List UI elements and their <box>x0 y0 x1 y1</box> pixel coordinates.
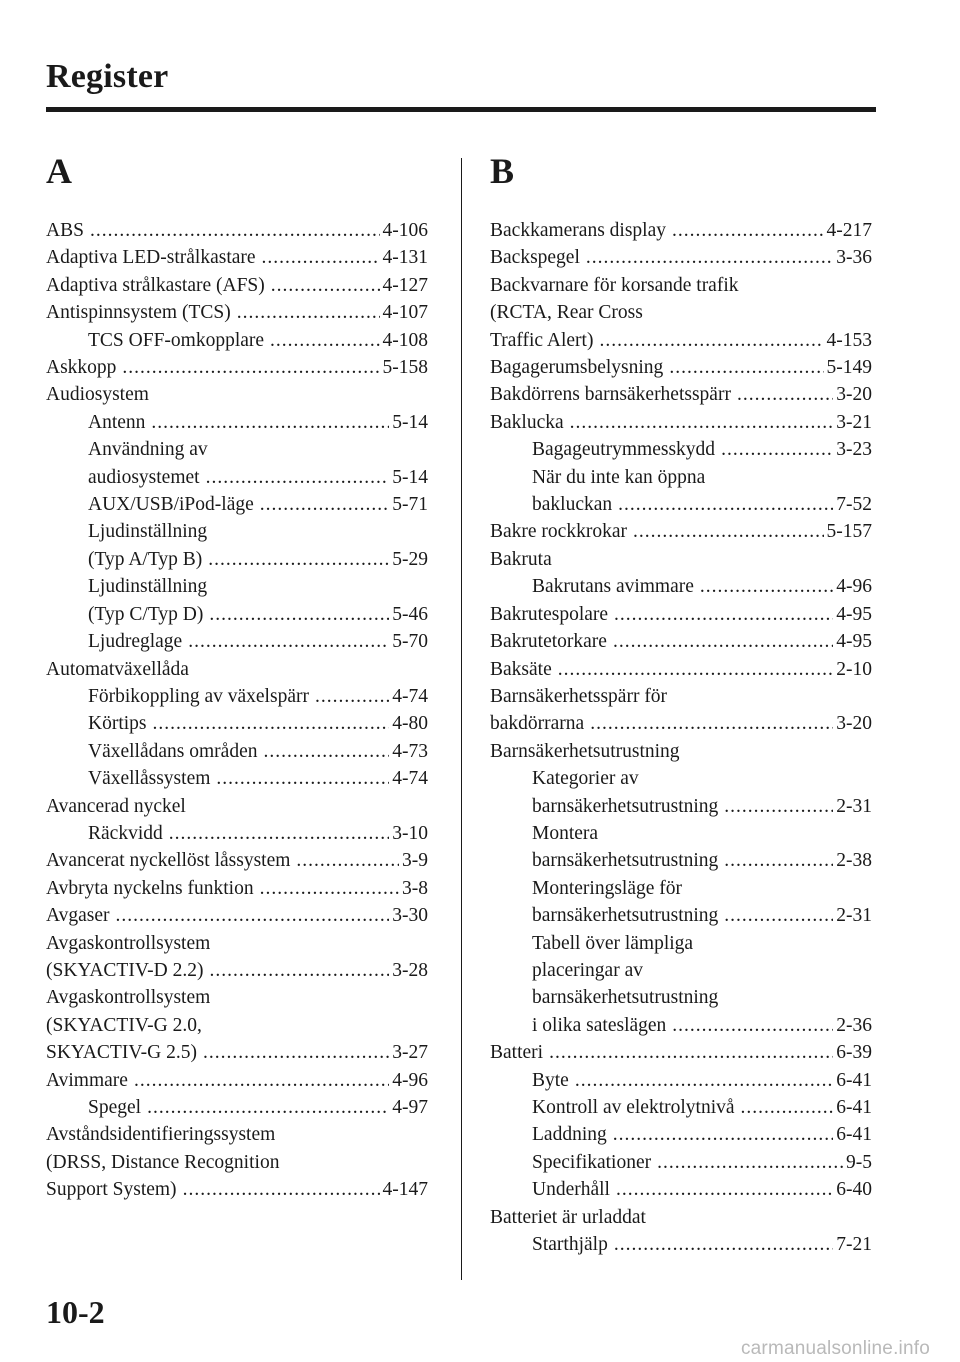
index-entry-label: (SKYACTIV-G 2.0, <box>46 1014 202 1036</box>
dot-leader <box>203 1039 389 1066</box>
dot-leader <box>188 628 389 655</box>
dot-leader <box>263 738 389 765</box>
index-entry-label: Backkamerans display <box>490 220 666 241</box>
dot-leader <box>724 847 833 874</box>
dot-leader <box>122 354 379 381</box>
index-entry-label: Tabell över lämpliga <box>532 932 694 954</box>
index-entry-page: 3-21 <box>836 411 872 433</box>
index-entry-page: 3-36 <box>836 247 872 269</box>
dot-leader <box>169 820 390 847</box>
index-entry-page: 9-5 <box>846 1151 872 1173</box>
index-entry <box>490 573 872 600</box>
index-entry <box>46 464 428 491</box>
index-entry <box>490 1204 872 1231</box>
index-entry <box>490 1231 872 1258</box>
index-entry-label: (Typ A/Typ B) <box>88 548 203 570</box>
index-column-a <box>46 217 428 1204</box>
index-entry-page: 6-40 <box>836 1179 872 1201</box>
index-entry <box>46 601 428 628</box>
index-entry <box>490 244 872 271</box>
index-entry-label: (SKYACTIV-D 2.2) <box>46 959 204 981</box>
index-entry <box>490 299 872 326</box>
index-entry <box>490 1149 872 1176</box>
index-entry <box>490 875 872 902</box>
index-entry-label: Batteri <box>490 1042 544 1064</box>
index-entry-label: Audiosystem <box>46 384 149 406</box>
index-entry <box>46 327 428 354</box>
index-entry-page: 4-153 <box>826 329 872 351</box>
index-entry-label: (RCTA, Rear Cross <box>490 302 643 324</box>
index-entry-page: 5-158 <box>382 357 428 379</box>
index-entry <box>46 847 428 874</box>
index-column-b <box>490 217 872 1258</box>
index-entry <box>46 930 428 957</box>
index-entry <box>490 354 872 381</box>
dot-leader <box>614 1231 833 1258</box>
index-entry-page: 6-41 <box>836 1069 872 1091</box>
dot-leader <box>216 765 389 792</box>
index-entry-label: Barnsäkerhetsutrustning <box>490 740 680 762</box>
index-entry-page: 2-38 <box>836 850 872 872</box>
index-entry-page: 7-52 <box>836 494 872 516</box>
index-entry <box>490 464 872 491</box>
index-entry-label: Baklucka <box>490 411 564 433</box>
index-entry-label: (DRSS, Distance Recognition <box>46 1151 280 1173</box>
index-entry <box>490 656 872 683</box>
index-entry-page: 3-8 <box>402 877 428 899</box>
index-entry-label: ABS <box>46 220 84 241</box>
index-entry-label: Bakrutans avimmare <box>532 576 694 598</box>
index-entry-page: 4-95 <box>836 603 872 625</box>
column-divider <box>461 158 462 1280</box>
index-entry <box>46 957 428 984</box>
index-entry <box>46 1149 428 1176</box>
index-entry <box>46 518 428 545</box>
index-entry-label: Körtips <box>88 713 147 735</box>
index-entry-label: Backvarnare för korsande trafik <box>490 274 739 296</box>
index-entry-page: 5-70 <box>392 631 428 653</box>
dot-leader <box>208 546 389 573</box>
index-entry-label: Spegel <box>88 1097 142 1118</box>
index-entry-label: Batteriet är urladdat <box>490 1206 646 1228</box>
index-entry-page: 5-46 <box>392 603 428 625</box>
index-entry-label: Bakrutetorkare <box>490 631 607 653</box>
dot-leader <box>724 793 833 820</box>
dot-leader <box>558 656 834 683</box>
index-entry-page: 4-73 <box>392 740 428 762</box>
index-entry-page: 6-41 <box>836 1124 872 1146</box>
index-entry <box>46 984 428 1011</box>
dot-leader <box>183 1176 380 1203</box>
index-entry <box>46 244 428 271</box>
index-entry-label: Baksäte <box>490 658 552 680</box>
index-entry <box>490 601 872 628</box>
index-entry <box>46 1067 428 1094</box>
dot-leader <box>209 601 389 628</box>
index-entry-page: 4-108 <box>382 329 428 351</box>
index-entry <box>490 710 872 737</box>
dot-leader <box>206 464 390 491</box>
index-entry-label: Användning av <box>88 439 208 461</box>
index-entry <box>490 272 872 299</box>
index-entry <box>46 793 428 820</box>
index-entry-page: 2-31 <box>836 795 872 817</box>
index-entry <box>490 491 872 518</box>
index-entry <box>46 381 428 408</box>
dot-leader <box>153 710 390 737</box>
index-entry-label: När du inte kan öppna <box>532 466 706 488</box>
page-header-title: Register <box>46 58 169 95</box>
index-entry <box>490 1094 872 1121</box>
index-entry <box>490 628 872 655</box>
index-entry <box>46 738 428 765</box>
dot-leader <box>700 573 833 600</box>
index-entry <box>490 793 872 820</box>
section-letter-a: A <box>46 151 72 191</box>
index-entry-page: 2-31 <box>836 905 872 927</box>
index-entry-label: i olika sateslägen <box>532 1014 667 1036</box>
index-entry-label: Traffic Alert) <box>490 329 594 351</box>
index-entry-label: Bagagerumsbelysning <box>490 357 664 379</box>
dot-leader <box>590 710 833 737</box>
index-entry-label: Avancerat nyckellöst låssystem <box>46 850 291 872</box>
index-entry-page: 5-149 <box>826 357 872 379</box>
dot-leader <box>260 491 390 518</box>
dot-leader <box>613 1121 834 1148</box>
dot-leader <box>262 244 380 271</box>
index-entry-label: Automatväxellåda <box>46 658 189 680</box>
dot-leader <box>116 902 390 929</box>
index-entry <box>490 847 872 874</box>
index-entry-label: Avgaser <box>46 905 110 927</box>
index-entry-label: barnsäkerhetsutrustning <box>532 795 719 817</box>
dot-leader <box>599 327 823 354</box>
index-entry-label: Ljudinställning <box>88 521 208 543</box>
index-entry <box>46 1039 428 1066</box>
index-entry <box>46 491 428 518</box>
dot-leader <box>90 217 380 244</box>
index-entry-label: bakluckan <box>532 494 613 516</box>
index-entry <box>490 902 872 929</box>
index-entry-label: Ljudreglage <box>88 631 183 653</box>
index-entry-page: 3-10 <box>392 822 428 844</box>
index-entry-page: 4-107 <box>382 302 428 324</box>
index-entry <box>490 984 872 1011</box>
index-entry-page: 4-80 <box>392 713 428 735</box>
index-entry-label: barnsäkerhetsutrustning <box>532 850 719 872</box>
index-entry-page: 4-74 <box>392 768 428 790</box>
index-entry <box>490 1039 872 1066</box>
dot-leader <box>570 409 834 436</box>
index-entry <box>490 436 872 463</box>
index-entry-label: AUX/USB/iPod-läge <box>88 494 254 516</box>
index-entry-page: 3-20 <box>836 384 872 406</box>
index-entry-label: Växellådans områden <box>88 740 258 762</box>
index-entry <box>46 409 428 436</box>
index-entry-label: Räckvidd <box>88 822 163 844</box>
dot-leader <box>151 409 389 436</box>
index-entry-page: 3-23 <box>836 439 872 461</box>
index-entry-page: 6-41 <box>836 1097 872 1118</box>
dot-leader <box>260 875 399 902</box>
index-entry-label: Avgaskontrollsystem <box>46 932 211 954</box>
index-entry <box>46 1094 428 1121</box>
index-entry <box>490 1176 872 1203</box>
index-entry <box>490 683 872 710</box>
index-entry-page: 3-20 <box>836 713 872 735</box>
index-entry <box>46 573 428 600</box>
index-entry-page: 4-131 <box>382 247 428 269</box>
index-entry-page: 4-217 <box>826 220 872 241</box>
index-entry <box>490 930 872 957</box>
index-entry-label: Kategorier av <box>532 768 639 790</box>
dot-leader <box>657 1149 843 1176</box>
index-entry-label: Laddning <box>532 1124 607 1146</box>
index-entry <box>490 820 872 847</box>
index-entry <box>490 957 872 984</box>
index-entry <box>490 1012 872 1039</box>
index-entry-page: 7-21 <box>836 1234 872 1256</box>
index-entry-page: 4-95 <box>836 631 872 653</box>
dot-leader <box>237 299 380 326</box>
index-entry-label: Växellåssystem <box>88 768 211 790</box>
index-entry-page: 3-28 <box>392 959 428 981</box>
index-entry-label: Montera <box>532 822 599 844</box>
index-entry <box>46 1121 428 1148</box>
index-entry <box>46 820 428 847</box>
index-entry <box>490 381 872 408</box>
index-entry <box>46 683 428 710</box>
index-entry-label: Avimmare <box>46 1069 128 1091</box>
dot-leader <box>721 436 833 463</box>
index-entry-page: 5-71 <box>392 494 428 516</box>
index-entry-page: 3-9 <box>402 850 428 872</box>
dot-leader <box>741 1094 834 1121</box>
index-entry-label: Adaptiva LED-strålkastare <box>46 247 256 269</box>
index-entry <box>46 765 428 792</box>
index-entry-label: Adaptiva strålkastare (AFS) <box>46 274 265 296</box>
index-entry-label: Avgaskontrollsystem <box>46 987 211 1009</box>
index-entry-label: Ljudinställning <box>88 576 208 598</box>
dot-leader <box>575 1067 833 1094</box>
index-entry <box>46 546 428 573</box>
index-entry-page: 5-157 <box>826 521 872 543</box>
dot-leader <box>672 1012 833 1039</box>
index-entry-page: 6-39 <box>836 1042 872 1064</box>
index-entry-page: 3-27 <box>392 1042 428 1064</box>
index-entry-page: 4-96 <box>392 1069 428 1091</box>
index-entry-label: audiosystemet <box>88 466 200 488</box>
index-entry <box>46 628 428 655</box>
index-entry <box>46 272 428 299</box>
dot-leader <box>616 1176 833 1203</box>
index-entry-label: Bakdörrens barnsäkerhetsspärr <box>490 384 731 406</box>
index-entry-label: TCS OFF-omkopplare <box>88 329 265 351</box>
index-entry-page: 2-10 <box>836 658 872 680</box>
index-entry-label: Avancerad nyckel <box>46 795 186 817</box>
index-entry-label: Antispinnsystem (TCS) <box>46 302 231 324</box>
dot-leader <box>737 381 833 408</box>
watermark: carmanualsonline.info <box>740 1338 930 1359</box>
index-entry-label: Bakre rockkrokar <box>490 521 627 543</box>
index-entry-label: Byte <box>532 1069 569 1091</box>
index-entry <box>46 1012 428 1039</box>
index-entry <box>490 217 872 244</box>
index-entry-label: Support System) <box>46 1179 177 1201</box>
dot-leader <box>672 217 824 244</box>
dot-leader <box>669 354 823 381</box>
index-entry-page: 5-14 <box>392 466 428 488</box>
index-entry-label: Bagageutrymmesskydd <box>532 439 716 461</box>
index-entry <box>46 710 428 737</box>
index-entry <box>490 546 872 573</box>
index-entry-label: Avbryta nyckelns funktion <box>46 877 254 899</box>
index-entry-label: Monteringsläge för <box>532 877 683 899</box>
index-entry <box>46 217 428 244</box>
index-entry-label: Bakrutespolare <box>490 603 609 625</box>
dot-leader <box>134 1067 389 1094</box>
index-entry-page: 5-14 <box>392 411 428 433</box>
index-entry <box>490 765 872 792</box>
dot-leader <box>633 518 824 545</box>
index-entry-label: Barnsäkerhetsspärr för <box>490 685 668 707</box>
index-entry-label: (Typ C/Typ D) <box>88 603 204 625</box>
index-entry-page: 4-147 <box>382 1179 428 1201</box>
dot-leader <box>296 847 399 874</box>
index-entry-label: Specifikationer <box>532 1151 652 1173</box>
index-entry <box>490 409 872 436</box>
index-entry <box>490 1121 872 1148</box>
index-entry-label: Förbikoppling av växelspärr <box>88 685 309 707</box>
index-entry <box>490 518 872 545</box>
dot-leader <box>618 491 833 518</box>
dot-leader <box>613 628 833 655</box>
index-entry-label: placeringar av <box>532 959 643 981</box>
index-entry-page: 4-74 <box>392 685 428 707</box>
index-entry <box>490 1067 872 1094</box>
dot-leader <box>724 902 833 929</box>
index-entry <box>46 299 428 326</box>
dot-leader <box>147 1094 389 1121</box>
index-entry-page: 2-36 <box>836 1014 872 1036</box>
index-entry-label: Backspegel <box>490 247 580 269</box>
index-entry <box>490 327 872 354</box>
index-entry-label: Antenn <box>88 411 146 433</box>
index-entry-label: Askkopp <box>46 357 117 379</box>
index-entry-page: 4-106 <box>382 220 428 241</box>
index-entry <box>46 354 428 381</box>
page-number: 10-2 <box>46 1294 105 1330</box>
index-entry-page: 5-29 <box>392 548 428 570</box>
index-entry <box>490 738 872 765</box>
dot-leader <box>270 327 379 354</box>
index-entry-page: 4-97 <box>392 1097 428 1118</box>
section-letter-b: B <box>490 151 515 191</box>
index-entry-label: Underhåll <box>532 1179 610 1201</box>
index-entry-label: barnsäkerhetsutrustning <box>532 987 719 1009</box>
index-entry <box>46 902 428 929</box>
dot-leader <box>315 683 389 710</box>
index-entry-label: bakdörrarna <box>490 713 585 735</box>
index-entry-page: 4-127 <box>382 274 428 296</box>
index-entry-label: Avståndsidentifieringssystem <box>46 1124 276 1146</box>
index-entry-label: Starthjälp <box>532 1234 608 1256</box>
index-entry-page: 4-96 <box>836 576 872 598</box>
dot-leader <box>614 601 833 628</box>
index-entry-label: SKYACTIV-G 2.5) <box>46 1042 197 1064</box>
index-entry <box>46 875 428 902</box>
dot-leader <box>271 272 380 299</box>
index-entry-label: Bakruta <box>490 548 552 570</box>
index-entry-label: Kontroll av elektrolytnivå <box>532 1097 735 1118</box>
dot-leader <box>209 957 389 984</box>
dot-leader <box>586 244 833 271</box>
index-entry <box>46 656 428 683</box>
header-rule <box>46 107 876 112</box>
index-entry <box>46 436 428 463</box>
index-entry <box>46 1176 428 1203</box>
dot-leader <box>549 1039 833 1066</box>
index-entry-label: barnsäkerhetsutrustning <box>532 905 719 927</box>
index-entry-page: 3-30 <box>392 905 428 927</box>
